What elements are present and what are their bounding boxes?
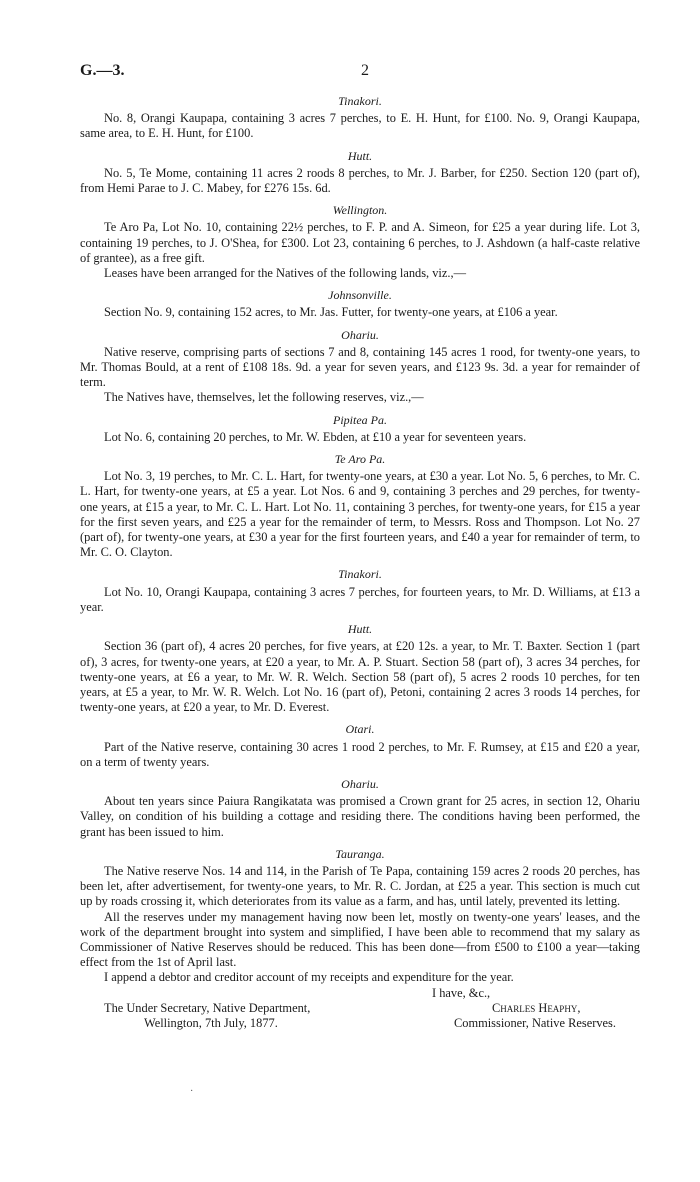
signatory-title: Commissioner, Native Reserves. bbox=[454, 1015, 616, 1030]
section-heading: Tinakori. bbox=[338, 94, 382, 108]
stray-mark: · bbox=[190, 1086, 194, 1097]
paragraph: All the reserves under my management having now been let, mostly on twenty-one years' leases, and the work of the department brought into system and simplified, I have been able to recommend that my salary as Commissioner of Native Reserves should be reduced. This has been done—from £500 to £100 a year—taking effect from the 1st of April last. bbox=[80, 909, 640, 970]
paragraph: The Natives have, themselves, let the following reserves, viz.,— bbox=[104, 390, 424, 405]
closing-block bbox=[80, 986, 640, 1032]
paragraph: No. 5, Te Mome, containing 11 acres 2 roods 8 perches, to Mr. J. Barber, for £250. Section 120 (part of), from Hemi Parae to J. C. Mabey, for £276 15s. 6d. bbox=[80, 165, 640, 196]
section-heading: Hutt. bbox=[347, 148, 373, 163]
paragraph: Native reserve, comprising parts of sections 7 and 8, containing 145 acres 1 rood, for twenty-one years, to Mr. Thomas Bould, at a rent of £108 18s. 9d. a year for seven years, and £123 9s. 3d. a year for remainder of term. bbox=[80, 344, 640, 390]
paragraph: About ten years since Paiura Rangikatata was promised a Crown grant for 25 acres, in section 12, Ohariu Valley, on condition of his building a cottage and residing there. The conditions having been performed, the grant has been issued to him. bbox=[80, 794, 640, 839]
paragraph: No. 8, Orangi Kaupapa, containing 3 acres 7 perches, to E. H. Hunt, for £100. No. 9, Orangi Kaupapa, same area, to E. H. Hunt, for £100. bbox=[80, 111, 640, 141]
section-heading: Wellington. bbox=[332, 203, 388, 218]
document-body bbox=[80, 94, 640, 1031]
section-heading: Otari. bbox=[345, 722, 375, 737]
addressee-line: Wellington, 7th July, 1877. bbox=[144, 1015, 278, 1030]
paragraph: Lot No. 6, containing 20 perches, to Mr. W. Ebden, at £10 a year for seventeen years. bbox=[104, 429, 527, 444]
signatory-name: Charles Heaphy, bbox=[492, 1000, 581, 1015]
page-number: 2 bbox=[361, 62, 369, 79]
paragraph: Leases have been arranged for the Natives of the following lands, viz.,— bbox=[104, 266, 466, 281]
section-heading: Ohariu. bbox=[341, 327, 379, 342]
paragraph: Section No. 9, containing 152 acres, to Mr. Jas. Futter, for twenty-one years, at £106 a year. bbox=[104, 305, 558, 320]
paragraph: Lot No. 3, 19 perches, to Mr. C. L. Hart, for twenty-one years, at £30 a year. Lot No. 5, 6 perches, to Mr. C. L. Hart, for twenty-one years, at £5 a year. Lot Nos. 6 and 9, containing 3 perches and 29 perches, for twenty-one years, at £15 a year, to Mr. C. L. Hart. Lot No. 11, containing 3 perches, for twenty-one years, for £15 a year for the first seven years, and £25 a year for the remainder of term, to Messrs. Ross and Thompson. Lot No. 27 (part of), for twenty-one years, at £30 a year for the first fourteen years, and £40 a year for remainder of term, to Mr. C. O. Clayton. bbox=[80, 469, 640, 560]
section-heading: Te Aro Pa. bbox=[334, 452, 386, 467]
paragraph: Section 36 (part of), 4 acres 20 perches, for five years, at £20 12s. a year, to Mr. T. Baxter. Section 1 (part of), 3 acres, for twenty-one years, at £20 a year, to Mr. A. P. Stuart. Section 58 (part of), 3 acres 34 perches, for twenty-one years, at £6 a year, to Mr. W. R. Welch. Section 58 (part of), 5 acres 2 roods 10 perches, for ten years, at £5 a year, to Mr. W. R. Welch. Lot No. 16 (part of), Petoni, containing 2 acres 3 roods 14 perches, for twenty-one years, at £20 a year, to Mr. D. Everest. bbox=[80, 639, 640, 715]
paragraph: Te Aro Pa, Lot No. 10, containing 22½ perches, to F. P. and A. Simeon, for £25 a year during life. Lot 3, containing 19 perches, to J. O'Shea, for £300. Lot 23, containing 6 perches, to J. Ashdown (a half-caste relative of grantee), as a free gift. bbox=[80, 220, 640, 265]
page-header bbox=[80, 62, 640, 84]
salutation: I have, &c., bbox=[432, 985, 491, 1000]
section-heading: Tinakori. bbox=[338, 567, 382, 582]
paragraph: Part of the Native reserve, containing 30 acres 1 rood 2 perches, to Mr. F. Rumsey, at £15 and £20 a year, on a term of twenty years. bbox=[80, 739, 640, 769]
paragraph: The Native reserve Nos. 14 and 114, in the Parish of Te Papa, containing 159 acres 2 roods 20 perches, has been let, after advertisement, for twenty-one years, to Mr. R. C. Jordan, at £25 a year. This section is much cut up by roads crossing it, which deteriorates from its value as a farm, and has, until lately, prevented its letting. bbox=[80, 863, 640, 909]
addressee-line: The Under Secretary, Native Department, bbox=[104, 1000, 311, 1015]
section-heading: Hutt. bbox=[347, 622, 373, 637]
section-heading: Ohariu. bbox=[341, 776, 379, 791]
section-heading: Pipitea Pa. bbox=[333, 412, 387, 427]
paragraph: I append a debtor and creditor account of my receipts and expenditure for the year. bbox=[104, 970, 514, 985]
section-heading: Johnsonville. bbox=[328, 288, 392, 303]
paragraph: Lot No. 10, Orangi Kaupapa, containing 3 acres 7 perches, for fourteen years, to Mr. D. Williams, at £13 a year. bbox=[80, 584, 640, 614]
section-heading: Tauranga. bbox=[335, 846, 385, 861]
document-reference: G.—3. bbox=[80, 62, 125, 79]
